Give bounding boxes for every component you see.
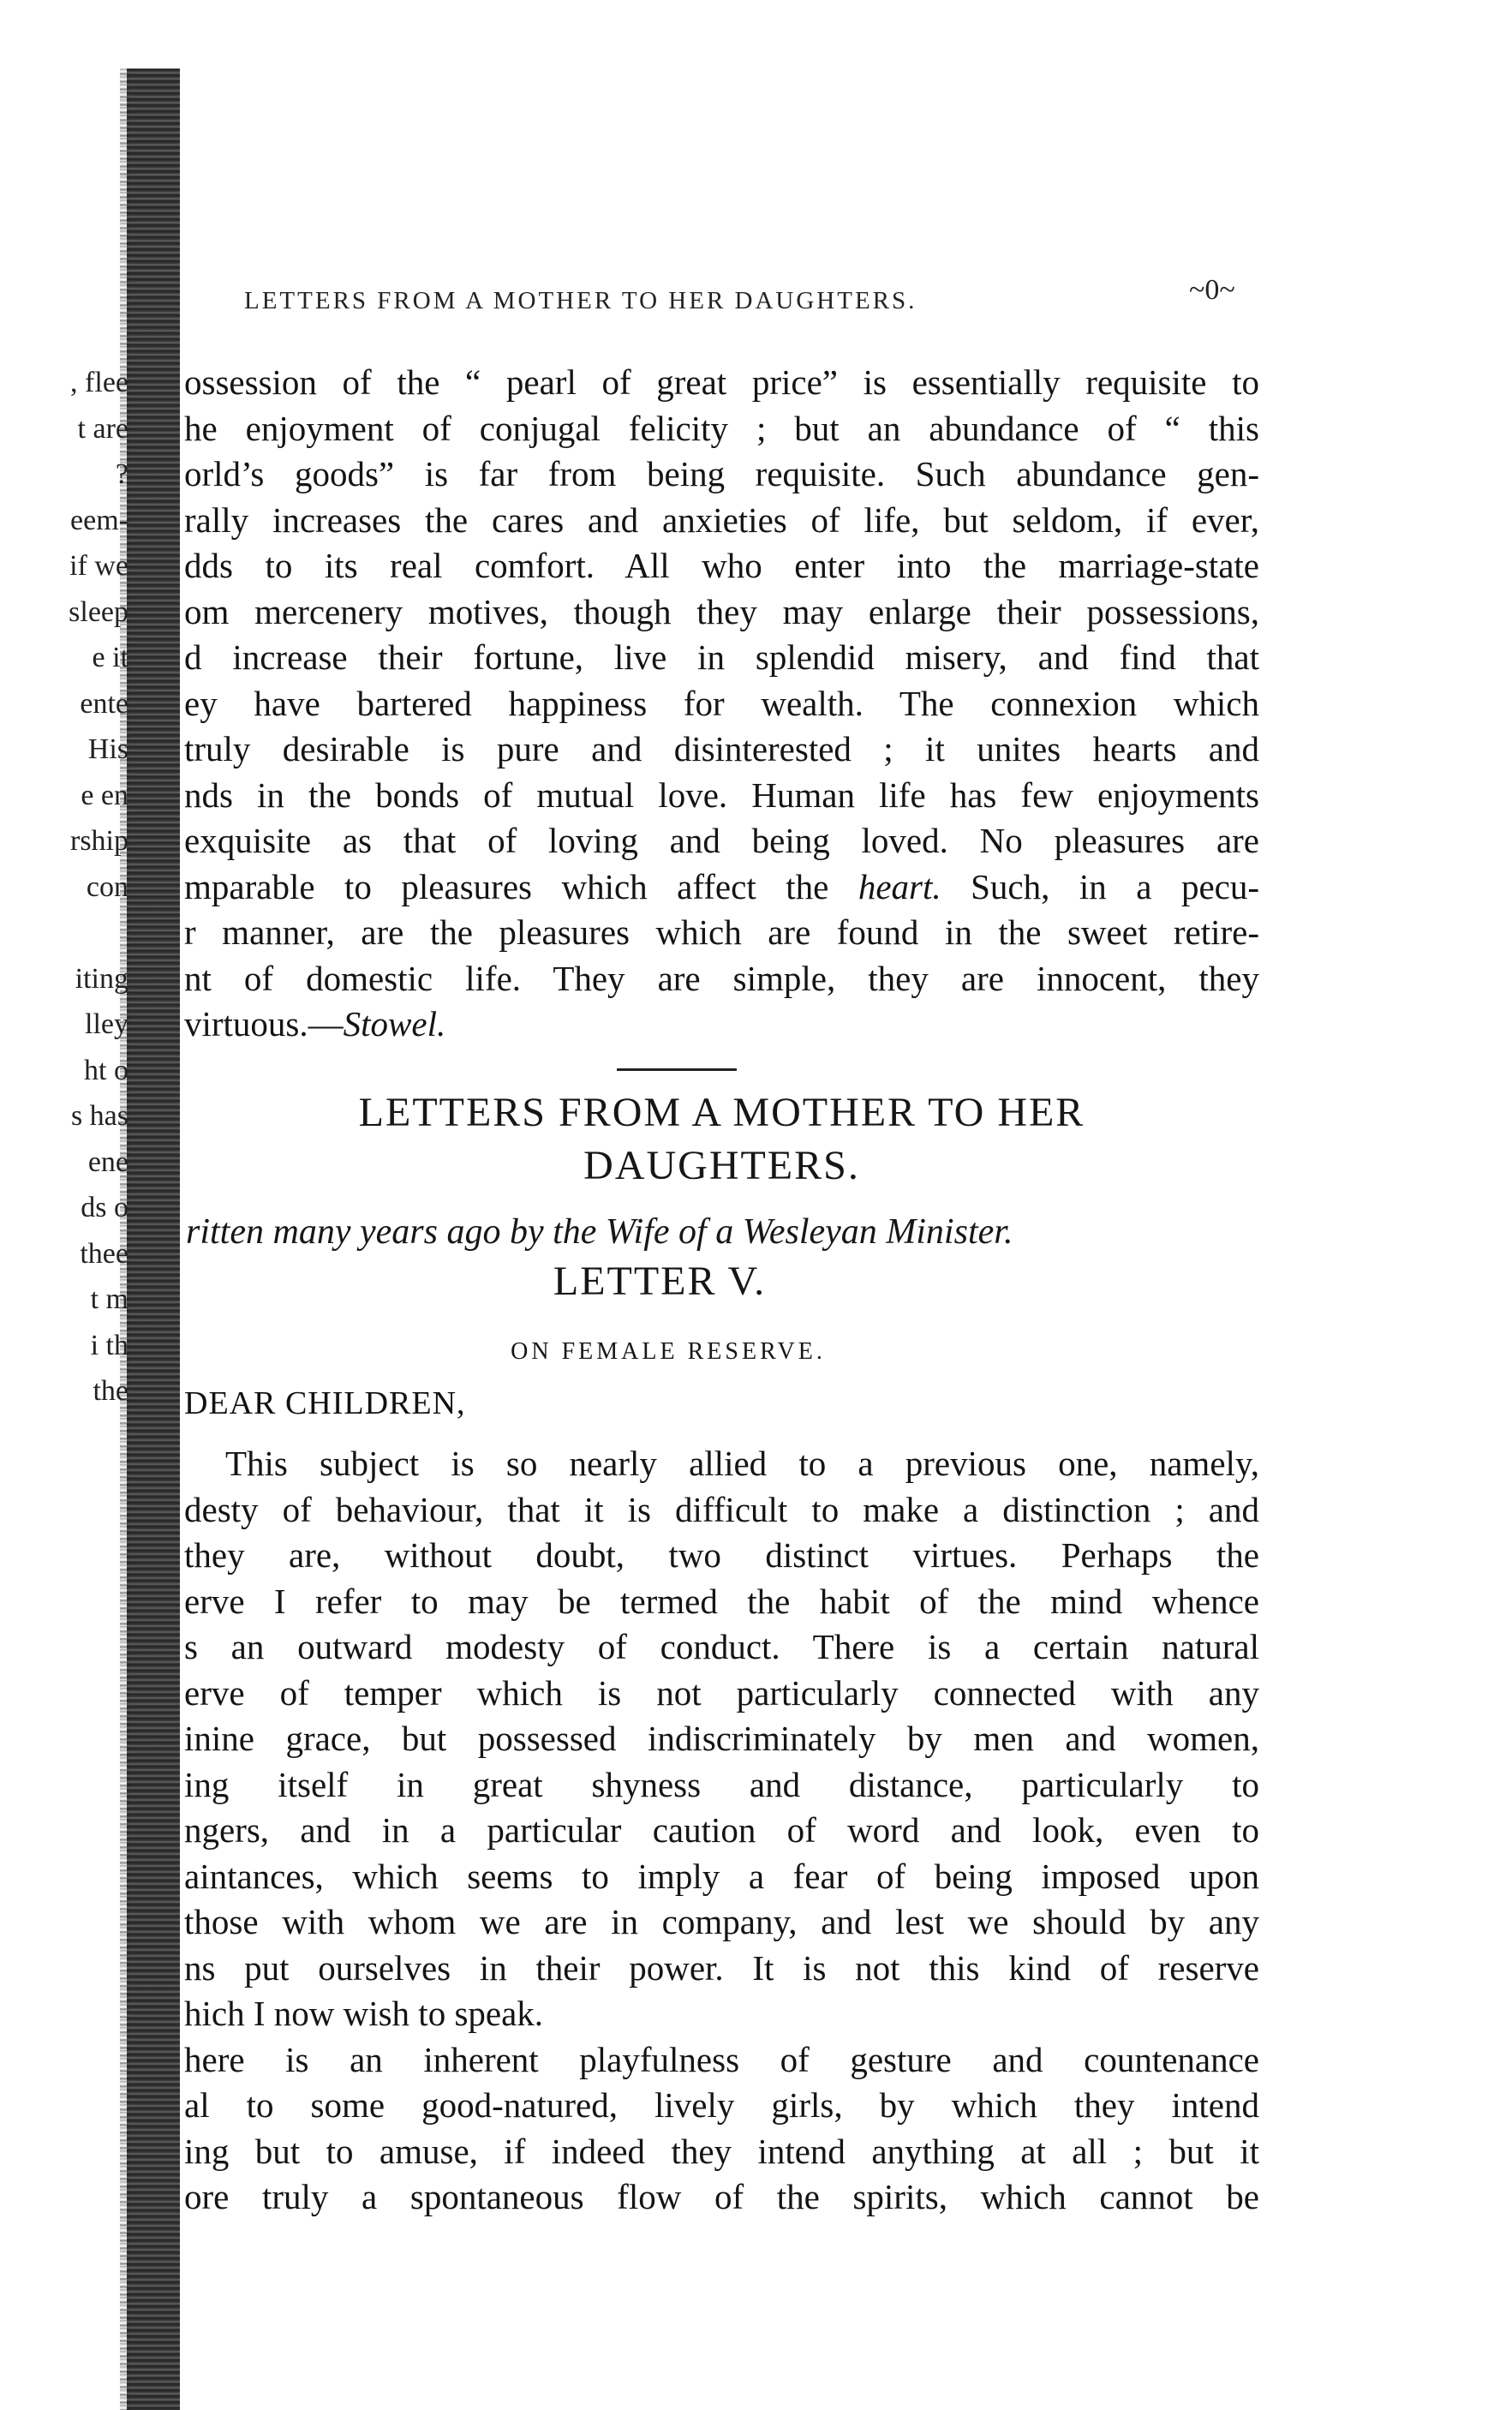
text-line: ossession of the “ pearl of great price” is essentially requisite to — [184, 362, 1259, 402]
bleed-line: e it — [92, 642, 128, 673]
section-title-line1: LETTERS FROM A MOTHER TO HER — [358, 1090, 1085, 1135]
text-line: ing itself in great shyness and distance, particularly to — [184, 1764, 1259, 1804]
text-line: nt of domestic life. They are simple, they are innocent, they — [184, 958, 1259, 998]
bleed-line: i th — [90, 1329, 128, 1361]
emphasis-heart: heart. — [858, 866, 941, 906]
page-number: ~0~ — [1189, 274, 1235, 306]
text-segment: virtuous.— — [184, 1004, 344, 1044]
text-line: om mercenery motives, though they may enlarge their possessions, — [184, 591, 1259, 631]
text-line: ore truly a spontaneous flow of the spirits, which cannot be — [184, 2177, 1259, 2216]
salutation: DEAR CHILDREN, — [184, 1385, 466, 1421]
bleed-line: sleep — [69, 595, 128, 628]
author-signature: Stowel. — [343, 1004, 446, 1044]
text-line: erve of temper which is not particularly connected with any — [184, 1672, 1259, 1713]
binding-shadow — [127, 69, 180, 2410]
bleed-line: lley — [85, 1008, 128, 1040]
bleed-line: t m — [90, 1283, 128, 1315]
bleed-line: ene — [87, 1145, 128, 1178]
section-title — [184, 1086, 1259, 1193]
bleed-line: , flee — [70, 367, 128, 398]
text-line: inine grace, but possessed indiscriminately by men and women, — [184, 1719, 1259, 1758]
bleed-line: His — [87, 733, 128, 765]
text-line: those with whom we are in company, and lest we should by any — [184, 1902, 1259, 1941]
bleed-line: rship — [70, 825, 128, 857]
section-title-line2: DAUGHTERS. — [583, 1143, 860, 1188]
text-line: ns put ourselves in their power. It is not this kind of reserve — [184, 1947, 1259, 1988]
text-line: r manner, are the pleasures which are found in the sweet retire- — [184, 912, 1259, 952]
running-head: LETTERS FROM A MOTHER TO HER DAUGHTERS. — [244, 287, 917, 314]
bleed-line: e en — [81, 779, 128, 811]
text-line: al to some good-natured, lively girls, by which they intend — [184, 2085, 1259, 2125]
text-line: rally increases the cares and anxieties of life, but seldom, if ever, — [184, 499, 1259, 540]
text-line — [184, 864, 1259, 911]
bleed-line: ht o — [84, 1054, 128, 1086]
bleed-line: iting — [75, 962, 128, 995]
bleed-line: ds o — [81, 1192, 128, 1223]
section-divider — [617, 1068, 737, 1071]
text-line: he enjoyment of conjugal felicity ; but an abundance of “ this — [184, 408, 1259, 448]
text-segment: Such, in a pecu- — [941, 866, 1259, 906]
text-line: s an outward modesty of conduct. There is a certain natural — [184, 1627, 1259, 1666]
bleed-line: t are — [77, 412, 128, 445]
text-line: d increase their fortune, live in splendid misery, and find that — [184, 637, 1259, 677]
bleed-line: con — [86, 870, 128, 903]
text-line: aintances, which seems to imply a fear of being imposed upon — [184, 1856, 1259, 1896]
text-line: exquisite as that of loving and being loved. No pleasures are — [184, 821, 1259, 860]
text-line: desty of behaviour, that it is difficult to make a distinction ; and — [184, 1489, 1259, 1529]
text-line: nds in the bonds of mutual love. Human life has few enjoyments — [184, 774, 1259, 815]
bleed-line: s has — [70, 1100, 128, 1132]
text-line: ey have bartered happiness for wealth. The connexion which — [184, 683, 1259, 723]
text-line: ngers, and in a particular caution of word and look, even to — [184, 1810, 1259, 1850]
letter-number: LETTER V. — [553, 1259, 767, 1304]
bleed-line: the — [93, 1375, 128, 1407]
bleed-line: ente — [80, 687, 128, 720]
bleed-line: if we — [69, 550, 128, 582]
text-line: truly desirable is pure and disinterested ; it unites hearts and — [184, 729, 1259, 768]
text-line: dds to its real comfort. All who enter into the marriage-state — [184, 546, 1259, 585]
text-line: they are, without doubt, two distinct virtues. Perhaps the — [184, 1535, 1259, 1575]
text-line — [184, 1002, 1259, 1048]
upper-paragraph — [184, 360, 1259, 1048]
text-line: This subject is so nearly allied to a previous one, namely, — [225, 1444, 1259, 1483]
bleed-line — [9, 910, 128, 956]
text-line: orld’s goods” is far from being requisite. Such abundance gen- — [184, 454, 1259, 493]
bleed-through-text — [9, 360, 128, 1460]
text-line: erve I refer to may be termed the habit of the mind whence — [184, 1581, 1259, 1621]
bleed-line: ? — [115, 458, 128, 490]
text-line: here is an inherent playfulness of gesture and countenance — [184, 2039, 1259, 2079]
bleed-line: thee — [80, 1237, 128, 1270]
text-segment: mparable to pleasures which affect the — [184, 866, 829, 906]
bleed-line: eem- — [70, 504, 128, 536]
bleed-line — [9, 1414, 128, 1461]
text-line: ing but to amuse, if indeed they intend anything at all ; but it — [184, 2131, 1259, 2171]
letter-body — [184, 1441, 1259, 2221]
text-line: hich I now wish to speak. — [184, 1994, 544, 2033]
letter-topic: ON FEMALE RESERVE. — [511, 1338, 826, 1365]
section-subtitle: ritten many years ago by the Wife of a Wesleyan Minister. — [186, 1212, 1013, 1252]
